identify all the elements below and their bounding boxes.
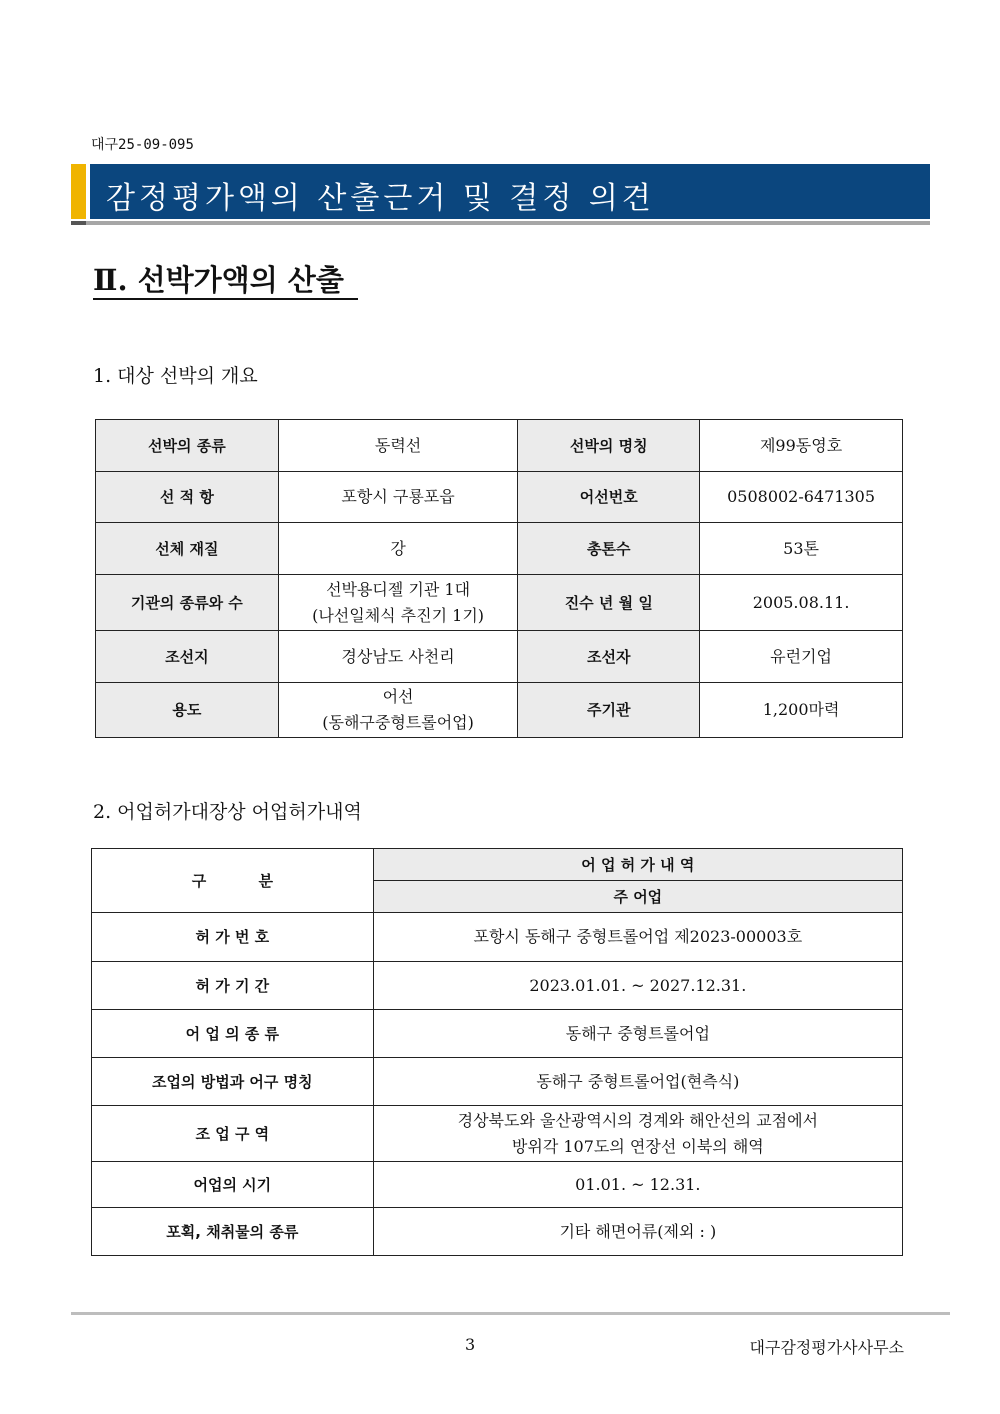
ship-label: 용도 <box>96 683 279 738</box>
ship-value: 53톤 <box>700 523 903 575</box>
title-bar <box>71 164 930 219</box>
license-label: 어 업 의 종 류 <box>92 1010 374 1058</box>
ship-value-line: 동력선 <box>374 435 422 455</box>
license-table-row <box>92 1058 903 1106</box>
license-label: 조 업 구 역 <box>92 1106 374 1162</box>
license-table-row <box>92 962 903 1010</box>
ship-value: 유런기업 <box>700 631 903 683</box>
ship-label: 어선번호 <box>518 472 700 523</box>
ship-table-row <box>96 683 903 738</box>
footer-rule <box>71 1312 950 1315</box>
license-table-row <box>92 1208 903 1256</box>
license-table-row <box>92 1010 903 1058</box>
license-label: 허 가 기 간 <box>92 962 374 1010</box>
ship-table-row <box>96 575 903 631</box>
license-value-line: 포항시 동해구 중형트롤어업 제2023-00003호 <box>473 927 803 946</box>
license-value <box>373 1106 902 1162</box>
ship-value-line: 선박용디젤 기관 1대 <box>326 579 471 599</box>
license-label: 조업의 방법과 어구 명칭 <box>92 1058 374 1106</box>
ship-table-row <box>96 472 903 523</box>
ship-label: 선 적 항 <box>96 472 279 523</box>
page-title: 감정평가액의 산출근거 및 결정 의견 <box>106 181 655 216</box>
license-value <box>373 1208 902 1256</box>
ship-value <box>278 523 518 575</box>
title-accent <box>71 164 86 219</box>
ship-value-line: 어선 <box>382 687 414 706</box>
license-value-line: 2023.01.01. ~ 2027.12.31. <box>529 975 747 995</box>
ship-label: 총톤수 <box>518 523 700 575</box>
license-table-row <box>92 1106 903 1162</box>
license-value-line: 경상북도와 울산광역시의 경계와 해안선의 교점에서 <box>457 1110 819 1130</box>
license-col-header: 구 분 <box>92 849 374 913</box>
ship-value <box>278 420 518 472</box>
ship-value-line: (동해구중형트롤어업) <box>322 713 474 732</box>
license-group-header: 어 업 허 가 내 역 <box>373 849 902 881</box>
ship-value: 0508002-6471305 <box>700 472 903 523</box>
title-band <box>90 164 930 219</box>
ship-label: 선박의 명칭 <box>518 420 700 472</box>
ship-label: 선체 재질 <box>96 523 279 575</box>
ship-value: 제99동영호 <box>700 420 903 472</box>
license-value-line: 방위각 107도의 연장선 이북의 해역 <box>511 1136 764 1156</box>
ship-table-row <box>96 523 903 575</box>
license-value-line: 동해구 중형트롤어업 <box>565 1023 710 1043</box>
title-rule <box>71 221 930 225</box>
ship-value <box>278 575 518 631</box>
ship-label: 선박의 종류 <box>96 420 279 472</box>
license-label: 포획, 채취물의 종류 <box>92 1208 374 1256</box>
license-table-row <box>92 913 903 962</box>
license-label: 어업의 시기 <box>92 1162 374 1208</box>
ship-value: 1,200마력 <box>700 683 903 738</box>
license-value-line: 동해구 중형트롤어업(현측식) <box>536 1071 740 1091</box>
license-value <box>373 962 902 1010</box>
license-value-line: 기타 해면어류(제외 : ) <box>559 1221 717 1241</box>
license-sub-header: 주 어업 <box>373 881 902 913</box>
license-value <box>373 1162 902 1208</box>
page-number: 3 <box>465 1335 476 1354</box>
ship-label: 조선자 <box>518 631 700 683</box>
license-label: 허 가 번 호 <box>92 913 374 962</box>
ship-table-row <box>96 420 903 472</box>
ship-value-line: 경상남도 사천리 <box>341 646 455 666</box>
license-value-line: 01.01. ~ 12.31. <box>575 1174 701 1194</box>
ship-overview-table <box>95 419 903 738</box>
license-value <box>373 913 902 962</box>
ship-value-line: 강 <box>390 538 406 558</box>
document-code: 대구25-09-095 <box>91 137 194 153</box>
ship-label: 진수 년 월 일 <box>518 575 700 631</box>
ship-label: 조선지 <box>96 631 279 683</box>
subheading-license: 2. 어업허가대장상 어업허가내역 <box>93 801 362 823</box>
office-name: 대구감정평가사사무소 <box>749 1338 904 1357</box>
ship-value <box>278 472 518 523</box>
ship-table-row <box>96 631 903 683</box>
ship-label: 주기관 <box>518 683 700 738</box>
section-heading: Ⅱ. 선박가액의 산출 <box>93 262 358 300</box>
ship-label: 기관의 종류와 수 <box>96 575 279 631</box>
license-table-row <box>92 1162 903 1208</box>
ship-value <box>278 631 518 683</box>
ship-value <box>278 683 518 738</box>
ship-value: 2005.08.11. <box>700 575 903 631</box>
subheading-ship-overview: 1. 대상 선박의 개요 <box>93 365 258 387</box>
fishing-license-table <box>91 848 903 1256</box>
ship-value-line: 포항시 구룡포읍 <box>341 487 455 506</box>
ship-value-line: (나선일체식 추진기 1기) <box>312 605 485 625</box>
license-value <box>373 1058 902 1106</box>
license-value <box>373 1010 902 1058</box>
